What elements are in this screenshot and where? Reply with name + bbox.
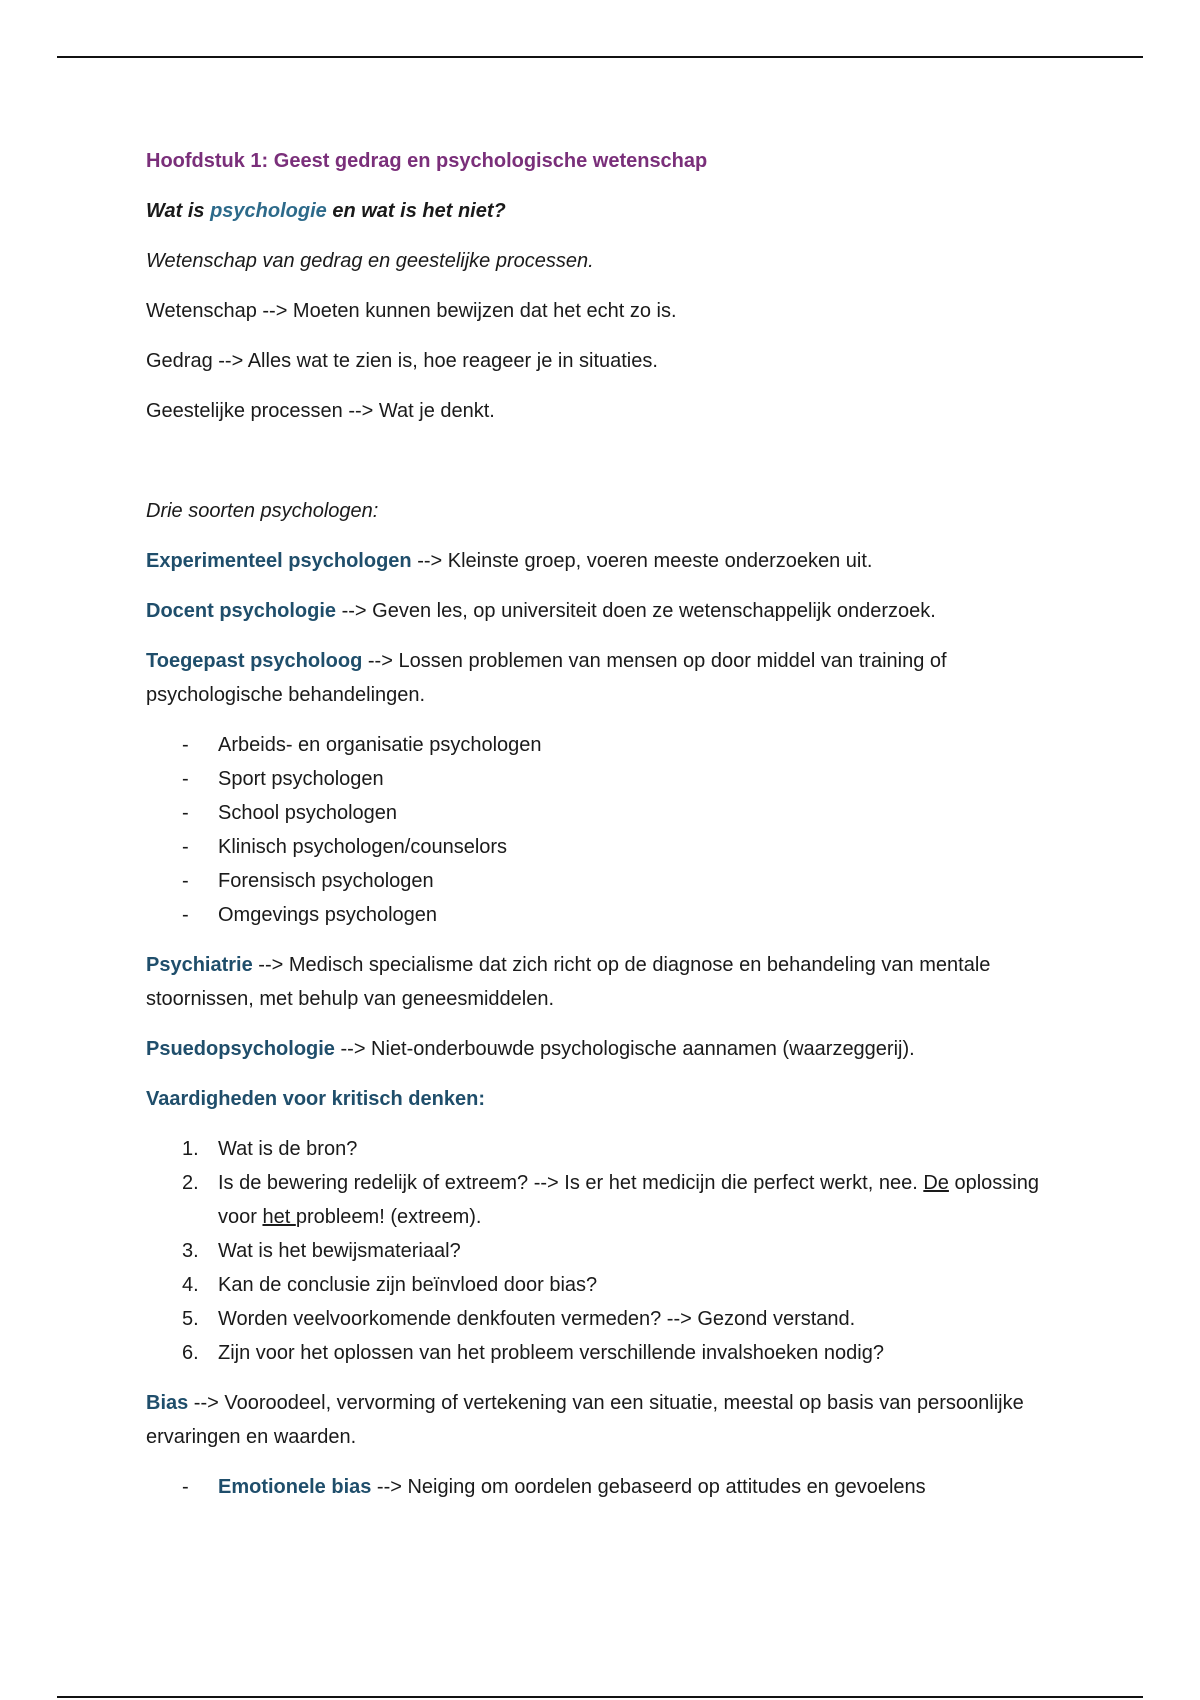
section-question: Wat is psychologie en wat is het niet? — [146, 200, 506, 222]
list-item: 5. Worden veelvoorkomende denkfouten vermeden? --> Gezond verstand. — [182, 1308, 856, 1330]
term: Bias — [146, 1392, 189, 1414]
list-item: - Arbeids- en organisatie psychologen — [182, 734, 542, 756]
list-item: - Forensisch psychologen — [182, 870, 434, 892]
kind-docent: Docent psychologie --> Geven les, op universiteit doen ze wetenschappelijk onderzoek. — [146, 600, 936, 622]
critical-thinking-list — [146, 1132, 1046, 1370]
term: Toegepast psycholoog — [146, 650, 363, 672]
list-item: - Klinisch psychologen/counselors — [182, 836, 508, 858]
header-rule — [57, 56, 1143, 58]
list-item: 3. Wat is het bewijsmateriaal? — [182, 1240, 461, 1262]
skills-heading: Vaardigheden voor kritisch denken: — [146, 1088, 485, 1110]
footer-rule — [57, 1696, 1143, 1698]
pseudopsychologie: Psuedopsychologie --> Niet-onderbouwde psychologische aannamen (waarzeggerij). — [146, 1038, 915, 1060]
list-item: - School psychologen — [182, 802, 398, 824]
spacer — [146, 444, 1046, 494]
bias-list — [146, 1470, 1046, 1504]
line-wetenschap: Wetenschap --> Moeten kunnen bewijzen dat het echt zo is. — [146, 300, 677, 322]
list-item: - Emotionele bias --> Neiging om oordelen gebaseerd op attitudes en gevoelens — [182, 1476, 926, 1498]
definition: Wetenschap van gedrag en geestelijke processen. — [146, 250, 594, 272]
line-geestelijke-processen: Geestelijke processen --> Wat je denkt. — [146, 400, 495, 422]
term: Docent psychologie — [146, 600, 337, 622]
document-body — [146, 144, 1046, 1520]
applied-psychologists-list — [146, 728, 1046, 932]
list-item: 6. Zijn voor het oplossen van het probleem verschillende invalshoeken nodig? — [182, 1342, 884, 1364]
kind-experimenteel: Experimenteel psychologen --> Kleinste groep, voeren meeste onderzoeken uit. — [146, 550, 873, 572]
kinds-heading: Drie soorten psychologen: — [146, 500, 379, 522]
list-item: 4. Kan de conclusie zijn beïnvloed door bias? — [182, 1274, 598, 1296]
list-item: 1. Wat is de bron? — [182, 1138, 358, 1160]
term: Psychiatrie — [146, 954, 253, 976]
kind-toegepast: Toegepast psycholoog --> Lossen problemen van mensen op door middel van training of psychologische behandelingen. — [146, 650, 947, 706]
line-gedrag: Gedrag --> Alles wat te zien is, hoe reageer je in situaties. — [146, 350, 658, 372]
list-item: - Omgevings psychologen — [182, 904, 438, 926]
question-accent: psychologie — [210, 200, 327, 222]
list-item: - Sport psychologen — [182, 768, 384, 790]
term: Emotionele bias — [218, 1476, 372, 1498]
bias: Bias --> Vooroodeel, vervorming of vertekening van een situatie, meestal op basis van persoonlijke ervaringen en waarden. — [146, 1392, 1024, 1448]
chapter-title: Hoofdstuk 1: Geest gedrag en psychologische wetenschap — [146, 150, 708, 172]
psychiatrie: Psychiatrie --> Medisch specialisme dat zich richt op de diagnose en behandeling van mentale stoornissen, met behulp van geneesmiddelen. — [146, 954, 991, 1010]
term: Experimenteel psychologen — [146, 550, 412, 572]
list-item: 2. Is de bewering redelijk of extreem? --> Is er het medicijn die perfect werkt, nee. De oplossing voor het probleem! (extreem). — [182, 1172, 1039, 1228]
term: Psuedopsychologie — [146, 1038, 335, 1060]
